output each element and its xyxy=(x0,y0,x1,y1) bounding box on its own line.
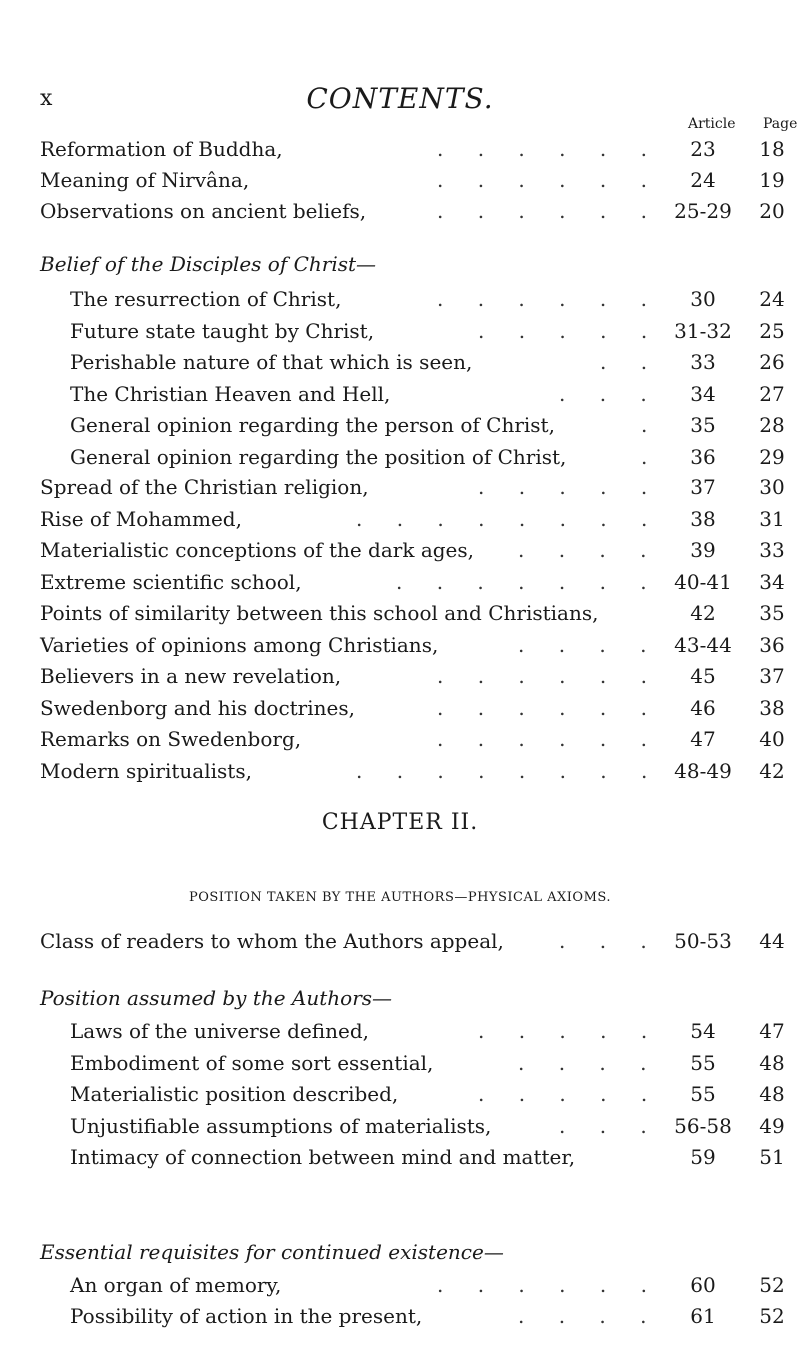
toc-entry-article: 24 xyxy=(690,168,716,192)
toc-entry-leader-dots: . . . xyxy=(559,381,661,406)
toc-entry xyxy=(0,504,800,534)
toc-entry-article: 60 xyxy=(690,1273,716,1297)
toc-entry-leader-dots: . . . . . . . . xyxy=(356,506,662,531)
toc-entry-page: 31 xyxy=(759,506,785,531)
toc-entry-title: Intimacy of connection between mind and matter, xyxy=(70,1145,576,1169)
toc-entry-page: 44 xyxy=(759,929,785,953)
toc-entry xyxy=(0,316,800,346)
toc-entry-leader-dots: . . . . . xyxy=(478,1082,662,1106)
toc-entry-title: Swedenborg and his doctrines, xyxy=(40,695,355,720)
toc-entry-leader-dots: . . . . . . xyxy=(437,168,661,192)
toc-entry-article: 25-29 xyxy=(674,199,732,223)
toc-entry-article: 23 xyxy=(690,137,716,161)
toc-entry-page: 19 xyxy=(759,168,785,192)
toc-entry-article: 47 xyxy=(690,727,716,751)
toc-entry-page: 52 xyxy=(759,1304,785,1328)
toc-entry-title: Extreme scientific school, xyxy=(40,569,302,594)
toc-entry-leader-dots: . . . . xyxy=(518,632,661,657)
toc-entry xyxy=(0,567,800,597)
toc-entry xyxy=(0,1270,800,1300)
toc-entry-leader-dots: . . . . . xyxy=(478,318,662,343)
toc-entry-page: 28 xyxy=(759,413,785,437)
chapter-subtitle: POSITION TAKEN BY THE AUTHORS—PHYSICAL AXIOMS. xyxy=(189,890,611,905)
toc-entry-article: 31-32 xyxy=(674,318,732,343)
toc-entry-leader-dots: . . . . xyxy=(518,1304,661,1328)
toc-entry xyxy=(0,1142,800,1172)
toc-entry-article: 35 xyxy=(690,413,716,437)
toc-entry-leader-dots: . . . . . . xyxy=(437,137,661,161)
toc-entry-title: Future state taught by Christ, xyxy=(70,318,375,343)
toc-entry-leader-dots: . . . xyxy=(559,929,661,953)
toc-entry-page: 40 xyxy=(759,727,785,751)
toc-entry-article: 48-49 xyxy=(674,758,732,783)
toc-entry-leader-dots: . . . . . . xyxy=(437,727,661,751)
toc-entry-article: 54 xyxy=(690,1019,716,1043)
toc-entry-title: Varieties of opinions among Christians, xyxy=(40,632,439,657)
toc-entry-page: 18 xyxy=(759,137,785,161)
toc-entry-page: 47 xyxy=(759,1019,785,1043)
toc-entry-title: Meaning of Nirvâna, xyxy=(40,168,250,192)
toc-entry xyxy=(0,598,800,628)
toc-entry-leader-dots: . . . . . . xyxy=(437,199,661,223)
toc-entry-leader-dots: . . . . . . . . xyxy=(356,758,662,783)
toc-entry-title: Rise of Mohammed, xyxy=(40,506,242,531)
toc-entry-article: 56-58 xyxy=(674,1113,732,1138)
toc-entry-page: 24 xyxy=(759,287,785,311)
toc-entry-title: General opinion regarding the person of Christ, xyxy=(70,413,555,437)
toc-entry xyxy=(0,442,800,472)
toc-entry xyxy=(0,284,800,314)
toc-entry xyxy=(0,926,800,956)
toc-entry-title: Remarks on Swedenborg, xyxy=(40,727,302,751)
subheading-essential-requisites: Essential requisites for continued existence— xyxy=(40,1240,504,1264)
toc-entry-title: Spread of the Christian religion, xyxy=(40,475,369,499)
column-header-page: Page xyxy=(763,116,798,132)
toc-entry-page: 42 xyxy=(759,758,785,783)
toc-entry-page: 52 xyxy=(759,1273,785,1297)
toc-entry xyxy=(0,535,800,565)
subheading-position-assumed: Position assumed by the Authors— xyxy=(40,986,393,1010)
toc-entry-leader-dots: . . . . . . xyxy=(437,1273,661,1297)
toc-entry-article: 39 xyxy=(690,538,716,562)
toc-entry xyxy=(0,661,800,691)
toc-entry-leader-dots: . . . . . xyxy=(478,1019,662,1043)
toc-entry-article: 61 xyxy=(690,1304,716,1328)
toc-entry xyxy=(0,134,800,164)
toc-entry-leader-dots: . . . . . . xyxy=(437,287,661,311)
subheading-belief-disciples: Belief of the Disciples of Christ— xyxy=(40,252,377,276)
toc-entry-leader-dots: . . . . . . xyxy=(437,664,661,688)
toc-entry-title: Laws of the universe defined, xyxy=(70,1019,370,1043)
toc-entry-leader-dots: . . . . xyxy=(518,538,661,562)
toc-entry xyxy=(0,1016,800,1046)
toc-entry-page: 20 xyxy=(759,199,785,223)
toc-entry-page: 33 xyxy=(759,538,785,562)
toc-entry-title: General opinion regarding the position of Christ, xyxy=(70,444,567,469)
toc-entry-article: 33 xyxy=(690,350,716,374)
toc-entry-title: The Christian Heaven and Hell, xyxy=(70,381,391,406)
toc-entry-title: Observations on ancient beliefs, xyxy=(40,199,367,223)
toc-entry-page: 48 xyxy=(759,1050,785,1075)
toc-entry xyxy=(0,379,800,409)
toc-entry-page: 48 xyxy=(759,1082,785,1106)
toc-entry-article: 46 xyxy=(690,695,716,720)
toc-entry xyxy=(0,196,800,226)
toc-entry-title: The resurrection of Christ, xyxy=(70,287,342,311)
page-title: CONTENTS. xyxy=(306,82,494,115)
toc-entry-page: 35 xyxy=(759,601,785,625)
toc-entry-article: 55 xyxy=(690,1050,716,1075)
toc-entry-leader-dots: . . . xyxy=(559,1113,661,1138)
toc-entry-page: 37 xyxy=(759,664,785,688)
toc-entry-title: Points of similarity between this school and Christians, xyxy=(40,601,599,625)
chapter-heading: CHAPTER II. xyxy=(321,810,479,835)
toc-entry xyxy=(0,1048,800,1078)
toc-entry xyxy=(0,1079,800,1109)
toc-entry-article: 38 xyxy=(690,506,716,531)
toc-entry-page: 27 xyxy=(759,381,785,406)
toc-entry-title: Modern spiritualists, xyxy=(40,758,252,783)
toc-entry xyxy=(0,1301,800,1331)
toc-entry-leader-dots: . . . . . . . xyxy=(396,569,661,594)
toc-entry xyxy=(0,693,800,723)
toc-entry-title: Reformation of Buddha, xyxy=(40,137,283,161)
toc-entry xyxy=(0,472,800,502)
toc-entry xyxy=(0,410,800,440)
toc-entry-page: 26 xyxy=(759,350,785,374)
page-number: x xyxy=(40,86,53,111)
toc-entry-page: 36 xyxy=(759,632,785,657)
toc-entry xyxy=(0,1111,800,1141)
toc-entry-title: Believers in a new revelation, xyxy=(40,664,342,688)
toc-entry-title: Perishable nature of that which is seen, xyxy=(70,350,473,374)
toc-entry-title: Class of readers to whom the Authors appeal, xyxy=(40,929,504,953)
toc-entry-article: 50-53 xyxy=(674,929,732,953)
toc-entry-leader-dots: . . . . xyxy=(518,1050,661,1075)
toc-entry-article: 34 xyxy=(690,381,716,406)
toc-entry-leader-dots: . xyxy=(641,413,662,437)
toc-entry-title: Embodiment of some sort essential, xyxy=(70,1050,434,1075)
toc-entry-title: Unjustifiable assumptions of materialists, xyxy=(70,1113,492,1138)
toc-entry-page: 30 xyxy=(759,475,785,499)
toc-entry-article: 59 xyxy=(690,1145,716,1169)
toc-entry-leader-dots: . xyxy=(641,444,662,469)
toc-entry-page: 51 xyxy=(759,1145,785,1169)
toc-entry-title: An organ of memory, xyxy=(70,1273,282,1297)
toc-entry xyxy=(0,630,800,660)
toc-entry-article: 55 xyxy=(690,1082,716,1106)
toc-entry xyxy=(0,347,800,377)
toc-entry-article: 43-44 xyxy=(674,632,732,657)
toc-entry-title: Materialistic conceptions of the dark ages, xyxy=(40,538,475,562)
toc-entry-article: 36 xyxy=(690,444,716,469)
toc-entry-article: 40-41 xyxy=(674,569,732,594)
toc-entry-page: 29 xyxy=(759,444,785,469)
toc-entry-article: 30 xyxy=(690,287,716,311)
running-head xyxy=(0,82,800,118)
toc-entry xyxy=(0,165,800,195)
toc-entry-article: 45 xyxy=(690,664,716,688)
column-header-article: Article xyxy=(688,116,736,132)
toc-entry-article: 37 xyxy=(690,475,716,499)
toc-entry-page: 49 xyxy=(759,1113,785,1138)
toc-entry-title: Possibility of action in the present, xyxy=(70,1304,423,1328)
toc-entry xyxy=(0,756,800,786)
toc-entry-article: 42 xyxy=(690,601,716,625)
toc-entry-page: 34 xyxy=(759,569,785,594)
toc-entry-leader-dots: . . xyxy=(600,350,662,374)
toc-entry-leader-dots: . . . . . . xyxy=(437,695,661,720)
toc-entry-page: 25 xyxy=(759,318,785,343)
toc-entry xyxy=(0,724,800,754)
toc-entry-page: 38 xyxy=(759,695,785,720)
toc-entry-leader-dots: . . . . . xyxy=(478,475,662,499)
toc-entry-title: Materialistic position described, xyxy=(70,1082,399,1106)
